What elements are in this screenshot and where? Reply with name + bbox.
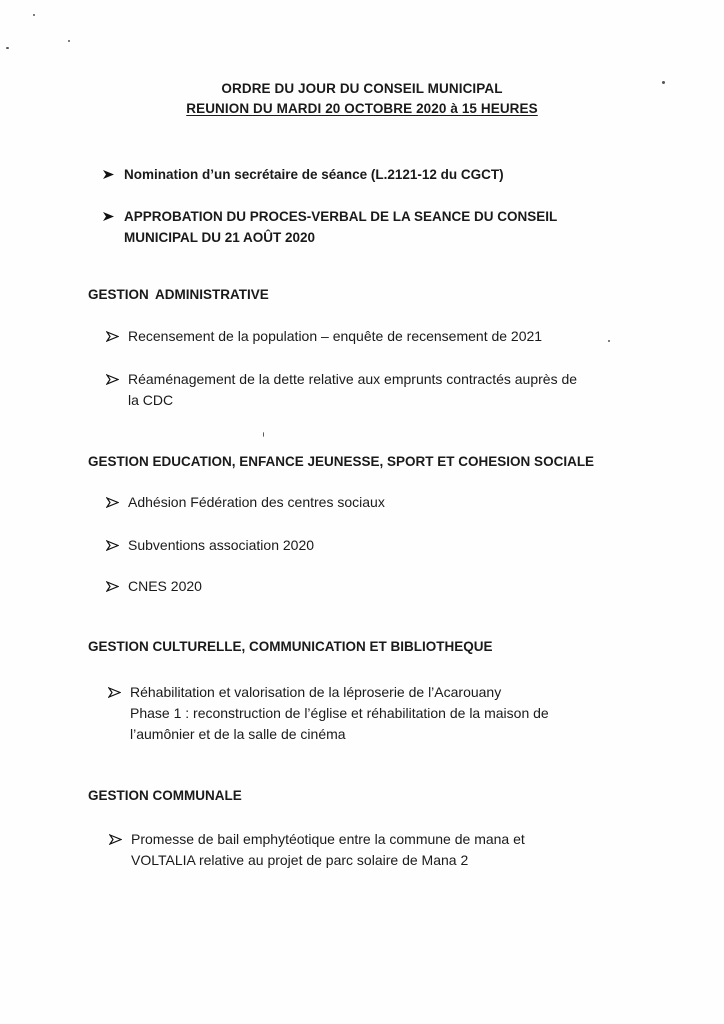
arrow-bullet-icon	[106, 369, 120, 390]
list-item-line: APPROBATION DU PROCES-VERBAL DE LA SEANCE DU CONSEIL	[124, 209, 558, 224]
list-item	[130, 682, 639, 745]
scan-speck	[263, 432, 264, 437]
list-item-line: Phase 1 : reconstruction de l’église et réhabilitation de la maison de	[130, 705, 549, 721]
list-item-line: MUNICIPAL DU 21 AOÛT 2020	[124, 230, 316, 245]
section-heading: GESTION ADMINISTRATIVE	[88, 287, 269, 302]
arrow-bullet-icon	[108, 682, 122, 703]
list-item-line: l’aumônier et de la salle de cinéma	[130, 726, 346, 742]
list-item-line: la CDC	[128, 392, 174, 408]
list-item	[128, 576, 638, 597]
list-item	[128, 369, 638, 411]
list-item-line: CNES 2020	[128, 578, 202, 594]
arrow-bullet-icon	[102, 206, 116, 227]
arrow-bullet-icon	[106, 492, 120, 513]
list-item-line: Recensement de la population – enquête de recensement de 2021	[128, 328, 543, 344]
scan-speck	[68, 40, 70, 42]
list-item-line: VOLTALIA relative au projet de parc solaire de Mana 2	[131, 852, 469, 868]
arrow-bullet-icon	[109, 829, 123, 850]
list-item	[128, 326, 638, 347]
section-heading: GESTION EDUCATION, ENFANCE JEUNESSE, SPORT ET COHESION SOCIALE	[88, 454, 595, 469]
list-item	[128, 535, 638, 556]
arrow-bullet-icon	[106, 326, 120, 347]
arrow-bullet-icon	[102, 164, 116, 185]
list-item	[128, 492, 638, 513]
list-item-line: Adhésion Fédération des centres sociaux	[128, 494, 385, 510]
scan-speck	[33, 14, 35, 16]
list-item	[131, 829, 639, 871]
list-item	[124, 164, 644, 185]
list-item-line: Réaménagement de la dette relative aux emprunts contractés auprès de	[128, 371, 578, 387]
list-item-text: Nomination d’un secrétaire de séance (L.2121-12 du CGCT)	[124, 167, 504, 182]
meeting-date-title	[0, 101, 724, 116]
list-item-line: Subventions association 2020	[128, 537, 315, 553]
list-item-line: Réhabilitation et valorisation de la léproserie de l’Acarouany	[130, 684, 502, 700]
document-title: ORDRE DU JOUR DU CONSEIL MUNICIPAL	[221, 81, 503, 96]
list-item	[124, 206, 637, 248]
arrow-bullet-icon	[106, 576, 120, 597]
meeting-date-text: REUNION DU MARDI 20 OCTOBRE 2020 à 15 HEURES	[186, 101, 538, 116]
section-heading: GESTION COMMUNALE	[88, 788, 242, 803]
section-heading: GESTION CULTURELLE, COMMUNICATION ET BIBLIOTHEQUE	[88, 639, 493, 654]
scan-speck	[6, 47, 9, 49]
arrow-bullet-icon	[106, 535, 120, 556]
list-item-line: Promesse de bail emphytéotique entre la commune de mana et	[131, 831, 525, 847]
